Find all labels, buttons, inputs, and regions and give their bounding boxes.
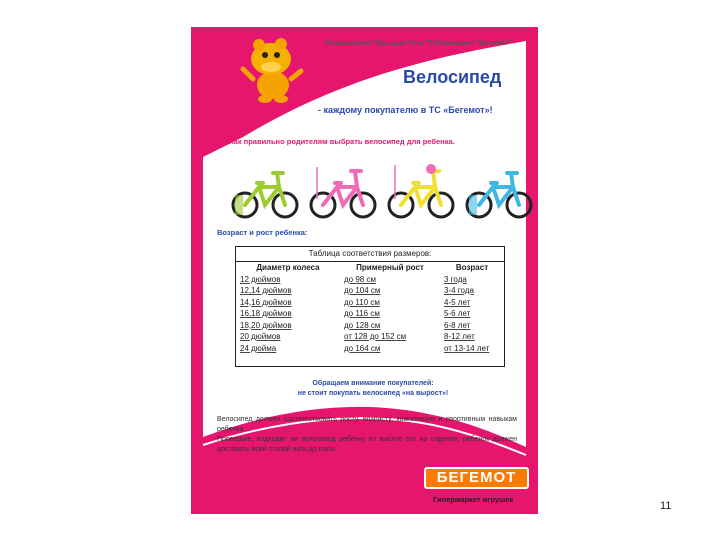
cell-age: от 13-14 лет [444, 343, 490, 353]
size-table-caption: Таблица соответствия размеров: [236, 247, 504, 262]
table-row [236, 308, 504, 320]
cell-age: 3-4 года [444, 286, 474, 295]
table-row [236, 297, 504, 309]
cell-age: 5-6 лет [444, 309, 471, 318]
flyer-heading: Велосипед [403, 67, 502, 87]
cell-wheel-diameter: 24 дюйма [240, 343, 277, 353]
cell-age: 4-5 лет [444, 297, 471, 307]
cell-age: 3 года [444, 274, 467, 284]
bike-image-yellow [385, 147, 457, 227]
column-header-wheel-diameter: Диаметр колеса [256, 263, 320, 272]
table-row [236, 274, 504, 286]
flyer [191, 27, 538, 514]
table-row [236, 331, 504, 343]
cell-wheel-diameter: 16,18 дюймов [240, 309, 292, 318]
table-row [236, 320, 504, 332]
size-table [235, 246, 505, 367]
cell-height: до 116 см [344, 309, 380, 318]
size-table-header-row [236, 262, 504, 274]
cell-height: от 128 до 152 см [344, 332, 407, 341]
cell-wheel-diameter: 12 дюймов [240, 274, 281, 284]
network-name: Федеральная Торговая Сеть "Гипермаркет "Бегемот" [325, 40, 511, 47]
cell-wheel-diameter: 20 дюймов [240, 332, 281, 341]
table-row [236, 343, 504, 355]
body-paragraph-1: Велосипед должен соответствовать росту, возрасту, комплекции и спортивным навыкам ребенка. [217, 416, 517, 433]
bike-image-pink [307, 147, 379, 227]
brand-tagline: Гипермаркет игрушек [433, 495, 514, 504]
notice-block [263, 379, 483, 399]
cell-wheel-diameter: 14,16 дюймов [240, 297, 292, 307]
cell-height: до 104 см [344, 286, 381, 295]
cell-height: до 128 см [344, 320, 381, 330]
bike-image-blue [463, 147, 535, 227]
cell-age: 6-8 лет [444, 320, 471, 330]
size-table-grid [236, 262, 504, 354]
hippo-mascot-icon [237, 35, 307, 103]
notice-line-2: не стоит покупать велосипед «на вырост»! [297, 390, 449, 397]
page-number: 11 [660, 500, 672, 512]
bike-images [229, 147, 539, 227]
cell-wheel-diameter: 12,14 дюймов [240, 286, 292, 295]
brand-logo [424, 467, 529, 489]
cell-height: до 164 см [344, 343, 381, 353]
brand-logo-text: БЕГЕМОТ [436, 469, 517, 486]
table-row [236, 285, 504, 297]
flyer-subheading: - каждому покупателю в ТС «Бегемот»! [318, 105, 493, 115]
bike-image-green [229, 147, 301, 227]
cell-height: до 98 см [344, 274, 376, 284]
flyer-question: Как правильно родителям выбрать велосипед для ребенка. [229, 137, 455, 146]
body-text [217, 415, 517, 455]
notice-line-1: Обращаем внимание покупателей: [312, 380, 434, 387]
section-label-age-height: Возраст и рост ребенка: [217, 228, 308, 237]
body-paragraph-2: Проверьте, подходит ли велосипед ребенку по высоте его на сидение, ребенок должен доставать всей стопой ноги до пола. [217, 436, 517, 453]
column-header-age: Возраст [455, 263, 489, 272]
cell-wheel-diameter: 18,20 дюймов [240, 320, 292, 330]
cell-height: до 110 см [344, 297, 380, 307]
cell-age: 8-12 лет [444, 332, 475, 341]
flyer-card [203, 27, 526, 504]
column-header-height: Примерный рост [356, 263, 424, 272]
